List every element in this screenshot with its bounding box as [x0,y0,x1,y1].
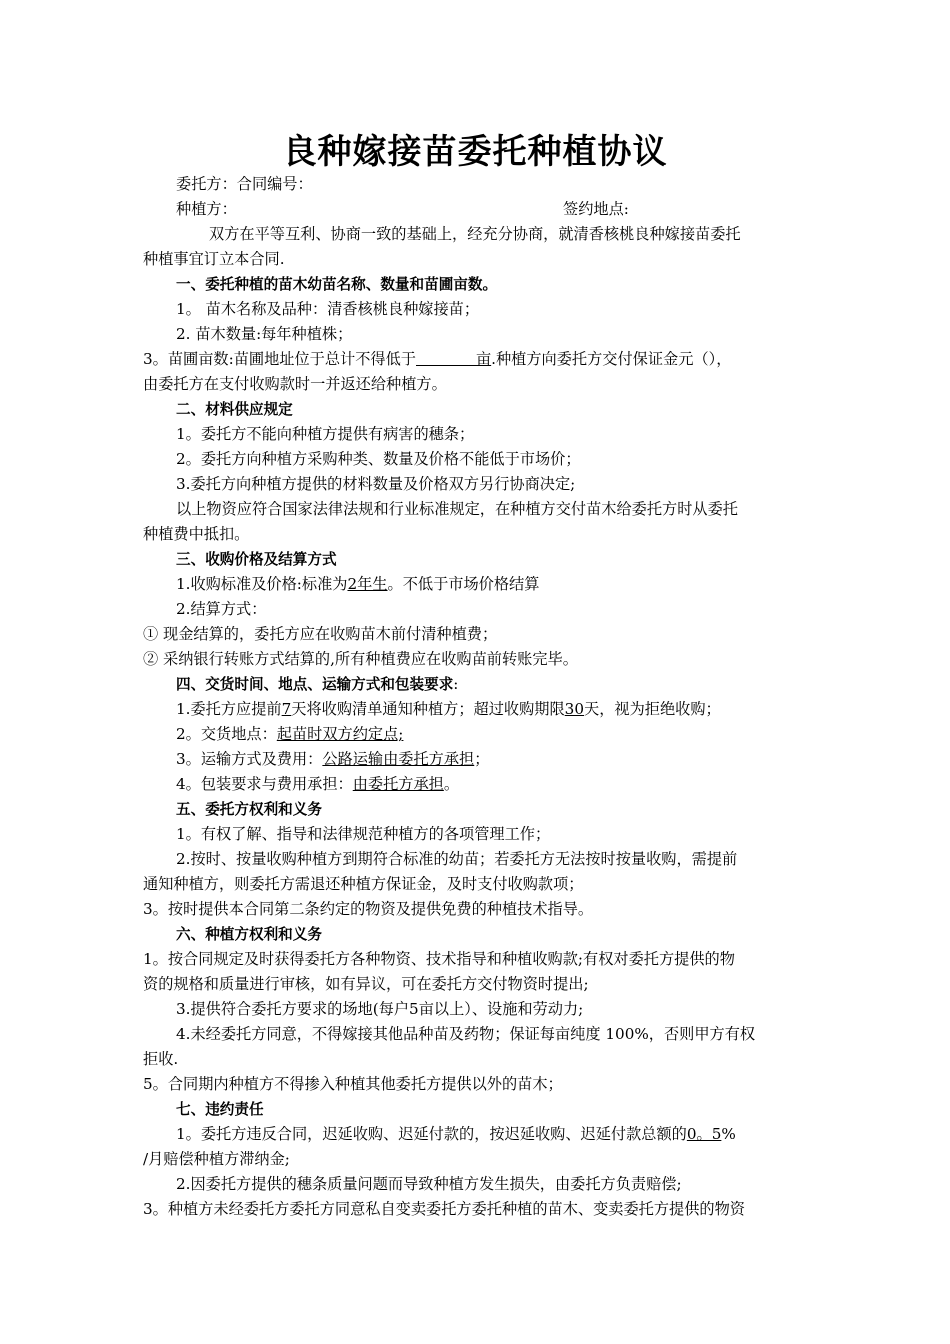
underlined-value: 2年生 [347,575,388,593]
signing-place-label: 签约地点: [563,200,629,218]
section-2-line: 2。委托方向种植方采购种类、数量及价格不能低于市场价； [176,450,581,468]
grower-label: 种植方： [176,200,237,218]
document-body [143,172,807,1222]
text-run: 4。包装要求与费用承担： [176,775,353,793]
section-4-line [143,722,807,747]
section-1-heading: 一、委托种植的苗木幼苗名称、数量和苗圃亩数。 [176,276,498,293]
section-7-line: 3。种植方未经委托方委托方同意私自变卖委托方委托种植的苗木、变卖委托方提供的物资 [143,1200,745,1218]
section-1-line: 2. 苗木数量:每年种植株； [176,325,353,343]
section-1-line [143,347,807,372]
section-2-line: 3.委托方向种植方提供的材料数量及价格双方另行协商决定; [176,475,576,493]
section-5-heading: 五、委托方权利和义务 [176,801,322,818]
document-title: 良种嫁接苗委托种植协议 [282,132,668,172]
section-3-line: ② 采纳银行转账方式结算的,所有种植费应在收购苗前转账完毕。 [143,650,578,668]
section-4-line [143,747,807,772]
section-6-line: 资的规格和质量进行审核，如有异议，可在委托方交付物资时提出; [143,975,589,993]
underlined-value: 公路运输由委托方承担 [322,750,475,768]
underlined-value: 亩 [475,350,492,368]
text-run: 。不低于市场价格结算 [387,575,540,593]
underlined-value: 30 [564,700,584,718]
section-5-line: 1。有权了解、指导和法律规范种植方的各项管理工作； [176,825,551,843]
section-2-line: 种植费中抵扣。 [143,525,250,543]
section-5-line: 通知种植方，则委托方需退还种植方保证金，及时支付收购款项； [143,875,584,893]
section-7-heading: 七、违约责任 [176,1101,264,1118]
section-2-heading: 二、材料供应规定 [176,401,293,418]
heading-text: 四、交货时间、地点、运输方式和包装要求 [176,676,454,693]
section-7-line: 2.因委托方提供的穗条质量问题而导致种植方发生损失，由委托方负责赔偿; [176,1175,682,1193]
text-run: 1。委托方违反合同，迟延收购、迟延付款的，按迟延收购、迟延付款总额的 [176,1125,687,1143]
text-run: 天，视为拒绝收购； [584,700,721,718]
text-run: % [721,1125,736,1143]
blank-field [416,350,476,366]
section-6-line: 1。按合同规定及时获得委托方各种物资、技术指导和种植收购款;有权对委托方提供的物 [143,950,735,968]
underlined-value: 起苗时双方约定点; [276,725,404,743]
section-4-line [143,772,807,797]
underlined-value: 由委托方承担 [352,775,444,793]
section-5-line: 3。按时提供本合同第二条约定的物资及提供免费的种植技术指导。 [143,900,594,918]
section-2-line: 1。委托方不能向种植方提供有病害的穗条； [176,425,475,443]
text-run: 1.委托方应提前 [176,700,282,718]
party-line [143,197,807,222]
section-1-line: 1。 苗木名称及品种：清香核桃良种嫁接苗； [176,300,480,318]
section-6-heading: 六、种植方权利和义务 [176,926,322,943]
section-3-line: 2.结算方式： [176,600,267,618]
text-run: 3。苗圃亩数:苗圃地址位于总计不得低于 [143,350,416,368]
section-6-line: 拒收. [143,1050,179,1068]
intro-line-1: 双方在平等互利、协商一致的基础上，经充分协商，就清香核桃良种嫁接苗委托 [209,225,741,243]
text-run: 2。交货地点： [176,725,277,743]
section-6-line: 5。合同期内种植方不得掺入种植其他委托方提供以外的苗木； [143,1075,563,1093]
client-label: 委托方：合同编号： [176,175,313,193]
text-run: .种植方向委托方交付保证金元（）， [491,350,732,368]
section-4-line [143,697,807,722]
intro-line-2: 种植事宜订立本合同. [143,250,285,268]
section-6-line: 3.提供符合委托方要求的场地(每户5亩以上）、设施和劳动力; [176,1000,584,1018]
section-3-heading: 三、收购价格及结算方式 [176,551,337,568]
section-6-line: 4.未经委托方同意，不得嫁接其他品种苗及药物；保证每亩纯度 100%，否则甲方有权 [176,1025,756,1043]
text-run: : [453,675,459,693]
section-3-line [143,572,807,597]
text-run: 1.收购标准及价格:标准为 [176,575,348,593]
text-run: 天将收购清单通知种植方；超过收购期限 [291,700,565,718]
section-7-line: /月赔偿种植方滞纳金; [143,1150,290,1168]
section-4-heading [143,672,807,697]
underlined-value: 0。5 [686,1125,722,1143]
section-1-line: 由委托方在支付收购款时一并返还给种植方。 [143,375,447,393]
underlined-value: 7 [281,700,292,718]
section-3-line: ① 现金结算的，委托方应在收购苗木前付清种植费； [143,625,498,643]
section-2-line: 以上物资应符合国家法律法规和行业标准规定，在种植方交付苗木给委托方时从委托 [176,500,738,518]
text-run: 3。运输方式及费用： [176,750,323,768]
text-run: ； [474,750,490,768]
text-run: 。 [443,775,460,793]
section-7-line [143,1122,807,1147]
section-5-line: 2.按时、按量收购种植方到期符合标准的幼苗；若委托方无法按时按量收购，需提前 [176,850,738,868]
